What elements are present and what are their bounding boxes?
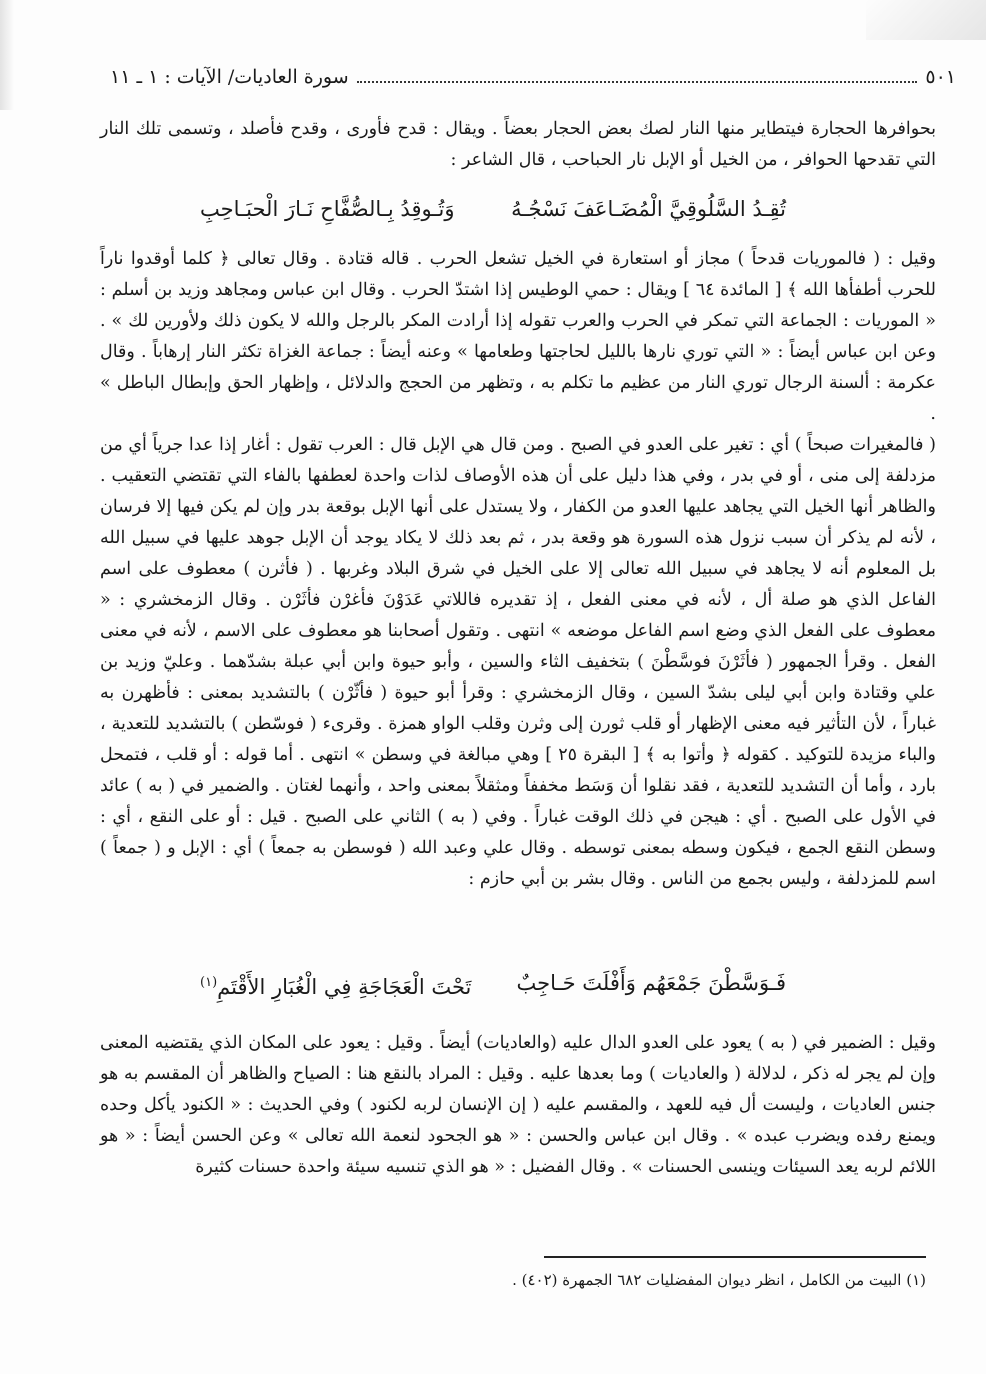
paragraph: بحوافرها الحجارة فيتطاير منها النار لصك بعض الحجار بعضاً . ويقال : قدح فأورى ، وقدح فأصلد ، وتسمى تلك النار التي تقدحها الحوافر ، من الخيل أو الإبل نار الحباحب ، قال الشاعر : (100, 119, 936, 170)
header-leader-dots (357, 71, 918, 83)
verse-first-hemistich: فَـوَسَّطْنَ جَمْعَهُم وَأَفْلَتَ حَـاجِبٌ (516, 971, 786, 995)
running-header (110, 62, 956, 92)
surah-title: سورة العاديات/ الآيات : ١ ـ ١١ (110, 66, 349, 88)
poetry-verse (200, 968, 786, 1002)
text-block-top (100, 114, 936, 176)
paragraph: وقيل : الضمير في ( به ) يعود على العدو الدال عليه (والعاديات) أيضاً . وقيل : يعود على المكان الذي يقتضيه المعنى وإن لم يجر له ذكر ، لدلالة ( والعاديات ) وما بعدها عليه . وقيل : المراد بالنقع هنا : الصياح والظاهر أن المقسم به هو جنس العاديات ، وليست أل فيه للعهد ، والمقسم عليه ( إن الإنسان لربه لكنود ) وفي الحديث : « الكنود يأكل وحده ويمنع رفده ويضرب عبده » . وقال ابن عباس والحسن : « هو الجحود لنعمة الله تعالى » وعن الحسن أيضاً : « هو اللائم لربه يعد السيئات وينسى الحسنات » . وقال الفضيل : « هو الذي تنسيه سيئة واحدة حسنات كثيرة (100, 1033, 936, 1177)
footnote: (١) البيت من الكامل ، انظر ديوان المفضليات ٦٨٢ الجمهرة (٤٠٢) . (512, 1271, 926, 1289)
footnote-marker: (١) (200, 975, 218, 990)
footnote-divider (544, 1256, 926, 1258)
paragraph: ( فالمغيرات صبحاً ) أي : تغير على العدو في الصبح . ومن قال هي الإبل قال : العرب تقول : أغار إذا عدا جرياً أي من مزدلفة إلى منى ، أو في بدر ، وفي هذا دليل على أن هذه الأوصاف لذات واحدة لعطفها بالفاء التي تقتضي التعقيب . والظاهر أنها الخيل التي يجاهد عليها العدو من الكفار ، ولا يستدل على أنها الإبل بوقعة بدر وإن لم يكن فيها إلا فرسان ، لأنه لم يذكر أن سبب نزول هذه السورة هو وقعة بدر ، ثم بعد ذلك لا يكاد يوجد أن الإبل جوهد عليها في سبيل الله بل المعلوم أنه لا يجاهد في سبيل الله تعالى إلا على الخيل في شرق البلاد وغربها . ( فأثرن ) معطوف على اسم الفاعل الذي هو صلة أل ، لأنه في معنى الفعل ، إذ تقديره فاللاتي عَدَوْنَ فأغرْن فأثَرْن . وقال الزمخشري : « معطوف على الفعل الذي وضع اسم الفاعل موضعه » انتهى . وتقول أصحابنا هو معطوف على الاسم ، لأنه في معنى الفعل . وقرأ الجمهور ( فأثَرْنَ فوسَّطْنَ ) بتخفيف الثاء والسين ، وأبو حيوة وابن أبي عبلة بشدّهما . وعليّ وزيد بن علي وقتادة وابن أبي ليلى بشدّ السين ، وقال الزمخشري : وقرأ أبو حيوة ( فأثّرْن ) بالتشديد بمعنى : فأظهرن به غباراً ، لأن التأثير فيه معنى الإظهار أو قلب ثورن إلى وثرن وقلب الواو همزة . وقرىء ( فوسّطن ) بالتشديد للتعدية ، والباء مزيدة للتوكيد . كقوله ﴿ وأتوا به ﴾ [ البقرة ٢٥ ] وهي مبالغة في وسطن » انتهى . أما قوله : أو قلب ، فتمحل بارد ، وأما أن التشديد للتعدية ، فقد نقلوا أن وَسَط مخففاً ومثقلاً بمعنى واحد ، وأنهما لغتان . والضمير في ( به ) عائد في الأول على الصبح . أي : هيجن في ذلك الوقت غباراً . وفي ( به ) الثاني على الصبح . قيل : أو على النقع ، أي : وسطن النقع الجمع ، فيكون وسطه بمعنى توسطه . وقال علي وعبد الله ( فوسطن به جمعاً ) أي : الإبل و ( جمعاً ) اسم للمزدلفة ، وليس بجمع من الناس . وقال بشر بن أبي حازم : (100, 435, 936, 889)
scan-shadow-corner (866, 0, 986, 40)
verse-second-hemistich: وَتُـوقِدُ بِـالصُّفَّاحِ نَـارَ الْحبَـاحِبِ (200, 197, 455, 221)
scan-shadow-edge (0, 0, 14, 110)
verse-second-hemistich-text: تَحْتَ الْعَجَاجَةِ فِي الْغُبَارِ الأَقْتَمِ (217, 975, 472, 999)
text-block-middle (100, 244, 936, 895)
verse-first-hemistich: تُقِـدُ السَّلُوقِيَّ الْمُضَـاعَفَ نَسْجُـهُ (511, 197, 786, 221)
text-block-bottom (100, 1028, 936, 1183)
poetry-verse (200, 194, 786, 224)
page-number: ٥٠١ (925, 66, 956, 88)
paragraph: وقيل : ( فالموريات قدحاً ) مجاز أو استعارة في الخيل تشعل الحرب . قاله قتادة . وقال تعالى ﴿ كلما أوقدوا ناراً للحرب أطفأها الله ﴾ [ المائدة ٦٤ ] ويقال : حمي الوطيس إذا اشتدّ الحرب . وقال ابن عباس ومجاهد وزيد بن أسلم : « الموريات : الجماعة التي تمكر في الحرب والعرب تقوله إذا أرادت المكر بالرجل والله لا يكون ذلك ولأورين لك » . وعن ابن عباس أيضاً : « التي توري نارها بالليل لحاجتها وطعامها » وعنه أيضاً : جماعة الغزاة تكثر النار إرهاباً . وقال عكرمة : ألسنة الرجال توري النار من عظيم ما تكلم به ، وتظهر من الحجج والدلائل ، وإظهار الحق وإبطال الباطل » . (100, 249, 936, 424)
verse-second-hemistich (200, 968, 471, 1002)
